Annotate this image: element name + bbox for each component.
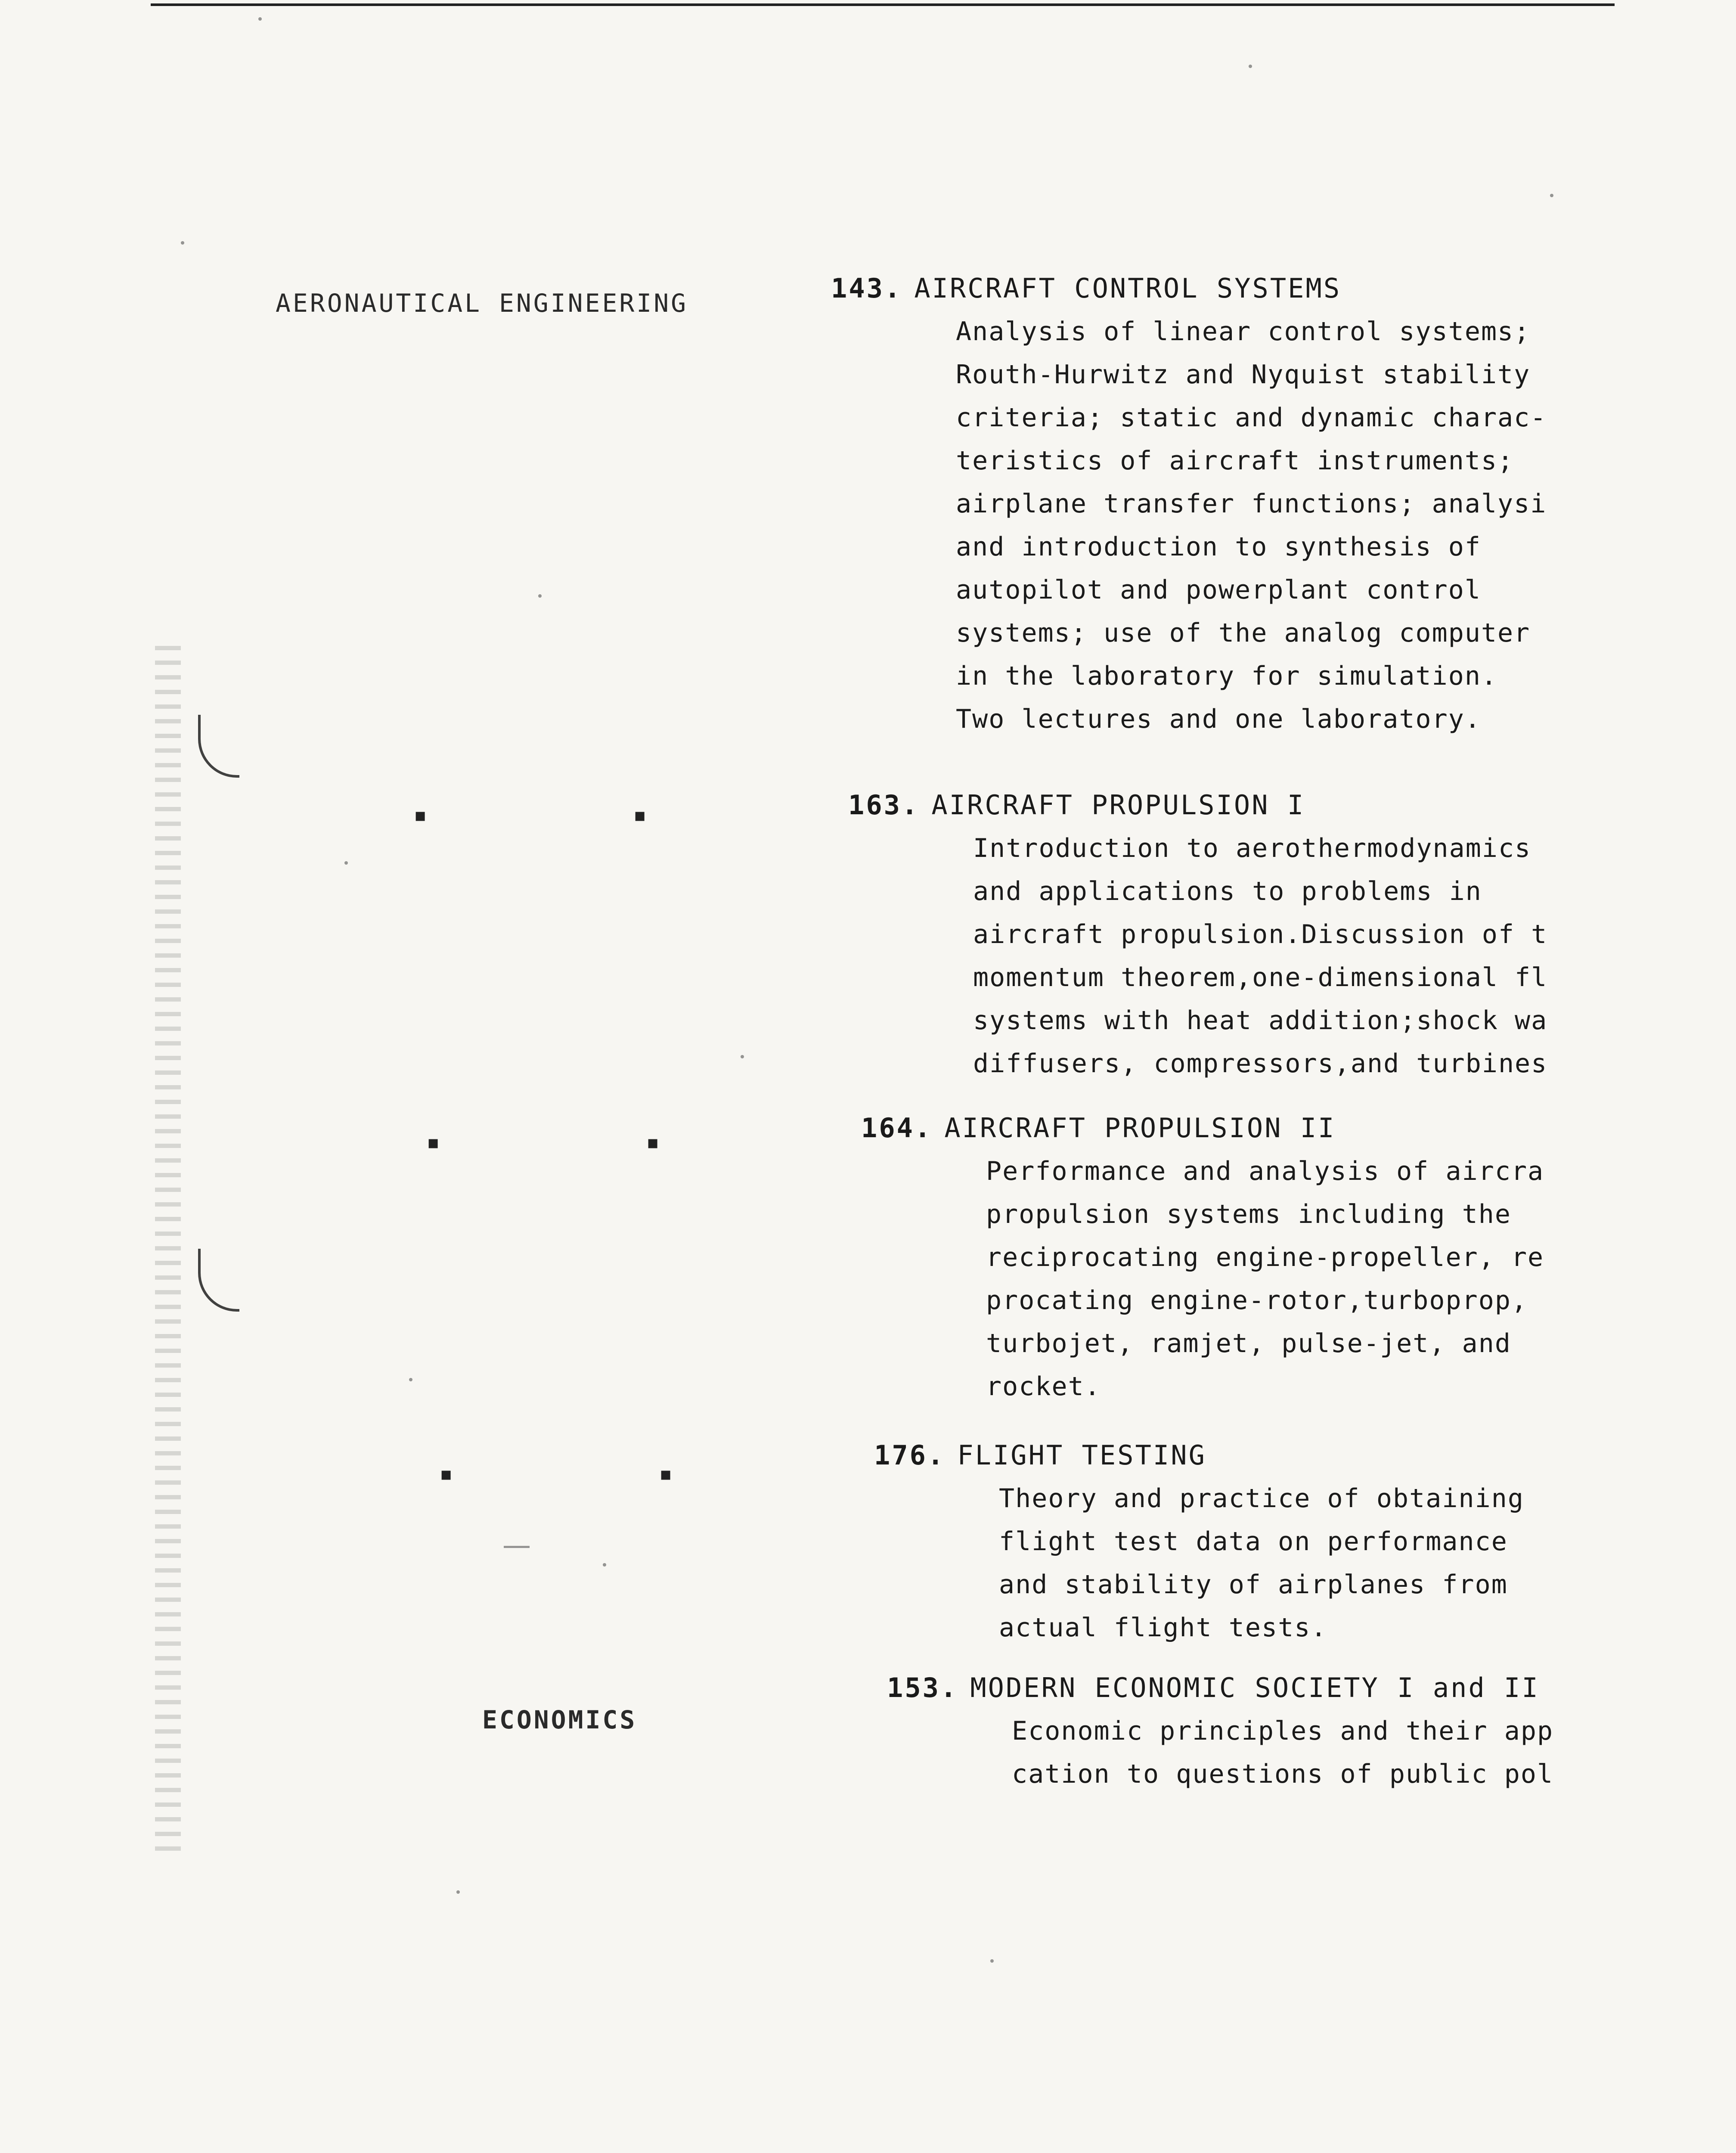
course-title: AIRCRAFT PROPULSION II bbox=[944, 1112, 1336, 1144]
course-description-line: reciprocating engine-propeller, re bbox=[986, 1242, 1544, 1272]
scan-speckle bbox=[456, 1890, 460, 1894]
course-description-line: systems; use of the analog computer bbox=[956, 618, 1531, 648]
scan-speckle bbox=[181, 241, 184, 245]
scan-speckle bbox=[990, 1959, 994, 1963]
course-description-line: teristics of aircraft instruments; bbox=[956, 446, 1514, 476]
scan-speckle bbox=[1550, 194, 1553, 197]
course-number: 153. bbox=[887, 1672, 958, 1703]
course-description-line: Performance and analysis of aircra bbox=[986, 1156, 1544, 1186]
top-rule bbox=[151, 3, 1615, 6]
course-number: 164. bbox=[861, 1112, 933, 1144]
course-description-line: Analysis of linear control systems; bbox=[956, 316, 1531, 347]
course-143 bbox=[831, 267, 1547, 741]
scan-speckle bbox=[1249, 65, 1252, 68]
scan-mark bbox=[504, 1546, 530, 1548]
scan-speckle bbox=[344, 861, 348, 865]
course-description-line: Introduction to aerothermodynamics bbox=[973, 833, 1531, 863]
course-title: AIRCRAFT PROPULSION I bbox=[931, 789, 1305, 821]
course-description-line: momentum theorem,one-dimensional fl bbox=[973, 962, 1548, 993]
course-description-line: and applications to problems in bbox=[973, 876, 1482, 906]
course-title-row bbox=[861, 1107, 1544, 1150]
course-title-row bbox=[848, 784, 1547, 827]
binding-edge bbox=[155, 646, 181, 1852]
course-description-line: and stability of airplanes from bbox=[999, 1570, 1508, 1600]
course-description-line: and introduction to synthesis of bbox=[956, 532, 1481, 562]
scan-speckle bbox=[258, 17, 262, 21]
punch-hole: ▪ bbox=[439, 1460, 453, 1487]
section-heading-aeronautical: AERONAUTICAL ENGINEERING bbox=[276, 289, 688, 318]
binding-mark bbox=[198, 1249, 239, 1312]
course-title-row bbox=[887, 1666, 1553, 1709]
course-153 bbox=[887, 1666, 1553, 1796]
binding-mark bbox=[198, 715, 239, 778]
course-176 bbox=[874, 1434, 1524, 1649]
course-description-line: diffusers, compressors,and turbines bbox=[973, 1049, 1548, 1079]
course-description-line: turbojet, ramjet, pulse-jet, and bbox=[986, 1328, 1511, 1359]
course-description-line: systems with heat addition;shock wa bbox=[973, 1005, 1548, 1036]
course-description-line: aircraft propulsion.Discussion of t bbox=[973, 919, 1548, 949]
course-description-line: in the laboratory for simulation. bbox=[956, 661, 1498, 691]
scan-speckle bbox=[741, 1055, 744, 1058]
course-description-line: Routh-Hurwitz and Nyquist stability bbox=[956, 360, 1531, 390]
course-description-line: actual flight tests. bbox=[999, 1613, 1327, 1643]
punch-hole: ▪ bbox=[633, 801, 647, 828]
course-163 bbox=[848, 784, 1547, 1085]
section-heading-economics: ECONOMICS bbox=[482, 1705, 637, 1734]
punch-hole: ▪ bbox=[413, 801, 428, 828]
course-description-line: airplane transfer functions; analysi bbox=[956, 489, 1547, 519]
course-description-line: rocket. bbox=[986, 1371, 1101, 1402]
course-description-line: criteria; static and dynamic charac- bbox=[956, 403, 1547, 433]
course-164 bbox=[861, 1107, 1544, 1408]
course-description-line: Theory and practice of obtaining bbox=[999, 1483, 1524, 1514]
course-description-line: Economic principles and their app bbox=[1012, 1716, 1554, 1746]
course-number: 163. bbox=[848, 789, 920, 821]
course-description-line: flight test data on performance bbox=[999, 1526, 1508, 1557]
course-title: FLIGHT TESTING bbox=[957, 1439, 1206, 1471]
course-description-line: Two lectures and one laboratory. bbox=[956, 704, 1481, 734]
scan-speckle bbox=[409, 1378, 412, 1381]
course-title-row bbox=[831, 267, 1547, 310]
course-number: 176. bbox=[874, 1439, 946, 1471]
course-description-line: propulsion systems including the bbox=[986, 1199, 1511, 1229]
course-title: MODERN ECONOMIC SOCIETY I and II bbox=[970, 1672, 1540, 1703]
course-title: AIRCRAFT CONTROL SYSTEMS bbox=[914, 273, 1342, 304]
punch-hole: ▪ bbox=[659, 1460, 673, 1487]
scan-speckle bbox=[538, 594, 542, 598]
course-description-line: cation to questions of public pol bbox=[1012, 1759, 1554, 1789]
punch-hole: ▪ bbox=[646, 1128, 660, 1155]
course-number: 143. bbox=[831, 273, 902, 304]
course-description-line: autopilot and powerplant control bbox=[956, 575, 1481, 605]
course-description-line: procating engine-rotor,turboprop, bbox=[986, 1285, 1528, 1315]
punch-hole: ▪ bbox=[426, 1128, 440, 1155]
scan-speckle bbox=[603, 1563, 606, 1567]
course-title-row bbox=[874, 1434, 1524, 1477]
